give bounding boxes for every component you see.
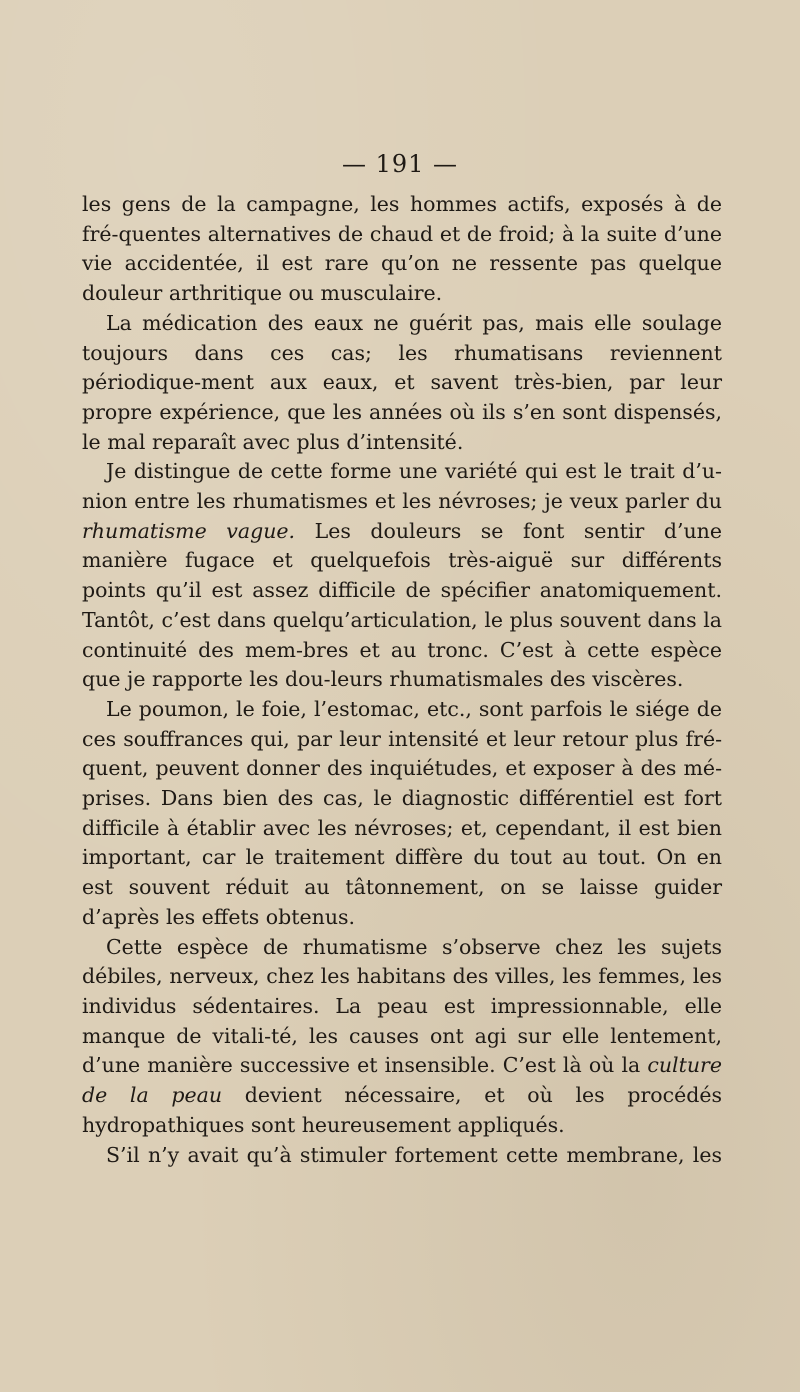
paragraph-5-part-1: Cette espèce de rhumatisme s’observe chez les sujets débiles, nerveux, chez les habitans des villes, les femmes, les individus sédentaires. La peau est impressionnable, elle manque de vitali-té, les causes ont agi sur elle lentement, d’une manière successive et insensible. C’est là où la xyxy=(82,934,722,1078)
paragraph-5-italic-term: culture de la peau xyxy=(82,1053,722,1108)
page-number-header: — 191 — xyxy=(341,150,459,178)
paragraph-4: Le poumon, le foie, l’estomac, etc., sont parfois le siége de ces souffrances qui, par leur intensité et leur retour plus fré-quent, peuvent donner des inquiétudes, et exposer à des mé-prises. Dans bien des cas, le diagnostic différentiel est fort difficile à établir avec les névroses; et, cependant, il est bien important, car le traitement diffère du tout au tout. On en est souvent réduit au tâtonnement, on se laisse guider d’après les effets obtenus. xyxy=(82,696,722,929)
paragraph-2: La médication des eaux ne guérit pas, mais elle soulage toujours dans ces cas; les rhumatisans reviennent périodique-ment aux eaux, et savent très-bien, par leur propre expérience, que les années où ils s’en sont dispensés, le mal reparaît avec plus d’intensité. xyxy=(82,310,722,454)
paragraph-3-part-1: Je distingue de cette forme une variété qui est le trait d’u-nion entre les rhumatismes et les névroses; je veux parler du xyxy=(82,459,722,514)
paragraph-3 xyxy=(82,457,722,695)
paragraph-3-italic-term: rhumatisme vague. xyxy=(82,518,296,543)
paragraph-1: les gens de la campagne, les hommes actifs, exposés à de fré-quentes alternatives de chaud et de froid; à la suite d’une vie accidentée, il est rare qu’on ne ressente pas quelque douleur arthritique ou musculaire. xyxy=(82,192,722,306)
paragraph-5 xyxy=(82,933,722,1141)
paragraph-5-part-2: devient nécessaire, et où les procédés hydropathiques sont heureusement appliqués. xyxy=(82,1083,722,1137)
page-text-block xyxy=(82,190,722,1170)
paragraph-6: S’il n’y avait qu’à stimuler fortement cette membrane, les xyxy=(106,1142,722,1167)
paragraph-3-part-2: Les douleurs se font sentir d’une manière fugace et quelquefois très-aiguë sur différents points qu’il est assez difficile de spécifier anatomiquement. Tantôt, c’est dans quelqu’articulation, le plus souvent dans la continuité des mem-bres et au tronc. C’est à cette espèce que je rapporte les dou-leurs rhumatismales des viscères. xyxy=(82,518,723,692)
